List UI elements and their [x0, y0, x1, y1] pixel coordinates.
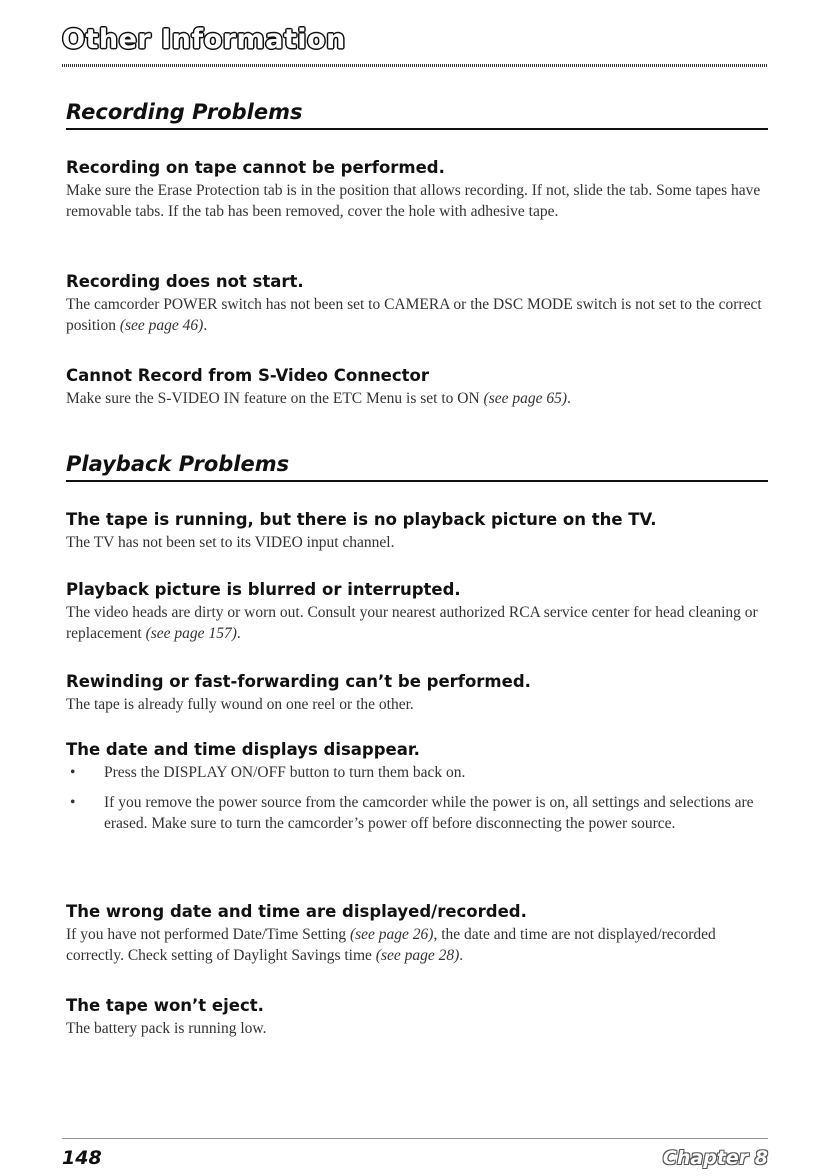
section-title-playback: Playback Problems — [66, 452, 768, 482]
item-body-text: The video heads are dirty or worn out. Consult your nearest authorized RCA service center for head cleaning or replacement — [66, 604, 758, 642]
header-title: Other Information — [62, 24, 346, 55]
page-reference: (see page 26) — [349, 926, 434, 943]
bullet-item: • Press the DISPLAY ON/OFF button to turn them back on. — [70, 764, 466, 781]
bullet-icon: • — [70, 764, 76, 781]
item-heading: Recording on tape cannot be performed. — [66, 158, 445, 177]
item-recording-not-performed — [66, 158, 768, 222]
item-body: The video heads are dirty or worn out. Consult your nearest authorized RCA service center for head cleaning or replacement (see page 157). — [66, 604, 758, 642]
item-body: Make sure the S-VIDEO IN feature on the ETC Menu is set to ON (see page 65). — [66, 390, 571, 407]
section-playback — [66, 452, 768, 482]
page-reference: (see page 46) — [119, 317, 204, 334]
item-body: The tape is already fully wound on one reel or the other. — [66, 696, 414, 713]
item-heading: The date and time displays disappear. — [66, 740, 420, 759]
item-picture-blurred — [66, 580, 768, 644]
section-recording — [66, 100, 768, 130]
item-body: Make sure the Erase Protection tab is in the position that allows recording. If not, slide the tab. Some tapes have removable tabs. If the tab has been removed, cover the hole with adhesive tape. — [66, 182, 761, 220]
page-header — [62, 24, 346, 55]
footer-rule — [62, 1138, 768, 1139]
item-body: The TV has not been set to its VIDEO input channel. — [66, 534, 395, 551]
item-recording-not-start — [66, 272, 768, 336]
page-reference: (see page 65) — [483, 390, 568, 407]
page-reference: (see page 157) — [145, 625, 237, 642]
section-title-recording: Recording Problems — [66, 100, 768, 130]
item-heading: The tape is running, but there is no playback picture on the TV. — [66, 510, 657, 529]
item-heading: The tape won’t eject. — [66, 996, 264, 1015]
item-body: The camcorder POWER switch has not been set to CAMERA or the DSC MODE switch is not set to the correct position (see page 46). — [66, 296, 762, 334]
item-heading: Playback picture is blurred or interrupted. — [66, 580, 461, 599]
item-body-text: The camcorder POWER switch has not been set to CAMERA or the DSC MODE switch is not set to the correct position — [66, 296, 762, 334]
item-date-time-disappear — [66, 740, 768, 843]
item-rewinding — [66, 672, 768, 715]
item-body-text: Make sure the S-VIDEO IN feature on the ETC Menu is set to ON — [66, 390, 484, 407]
item-heading: The wrong date and time are displayed/recorded. — [66, 902, 527, 921]
item-heading: Cannot Record from S-Video Connector — [66, 366, 430, 385]
item-body: The battery pack is running low. — [66, 1020, 267, 1037]
item-body: If you have not performed Date/Time Setting (see page 26), the date and time are not displayed/recorded correctly. Check setting of Daylight Savings time (see page 28). — [66, 926, 716, 964]
bullet-item: • If you remove the power source from the camcorder while the power is on, all settings and selections are erased. Make sure to turn the camcorder’s power off before disconnecting the power source. — [70, 794, 754, 832]
item-heading: Rewinding or fast-forwarding can’t be performed. — [66, 672, 531, 691]
item-wrong-date-time — [66, 902, 768, 966]
item-cannot-record-svideo — [66, 366, 768, 409]
header-rule — [62, 64, 768, 67]
bullet-icon: • — [70, 794, 76, 811]
item-no-playback-picture — [66, 510, 768, 553]
page-reference: (see page 28) — [375, 947, 460, 964]
item-tape-wont-eject — [66, 996, 768, 1039]
page-number: 148 — [62, 1147, 102, 1169]
chapter-label: Chapter 8 — [662, 1147, 768, 1169]
item-heading: Recording does not start. — [66, 272, 304, 291]
